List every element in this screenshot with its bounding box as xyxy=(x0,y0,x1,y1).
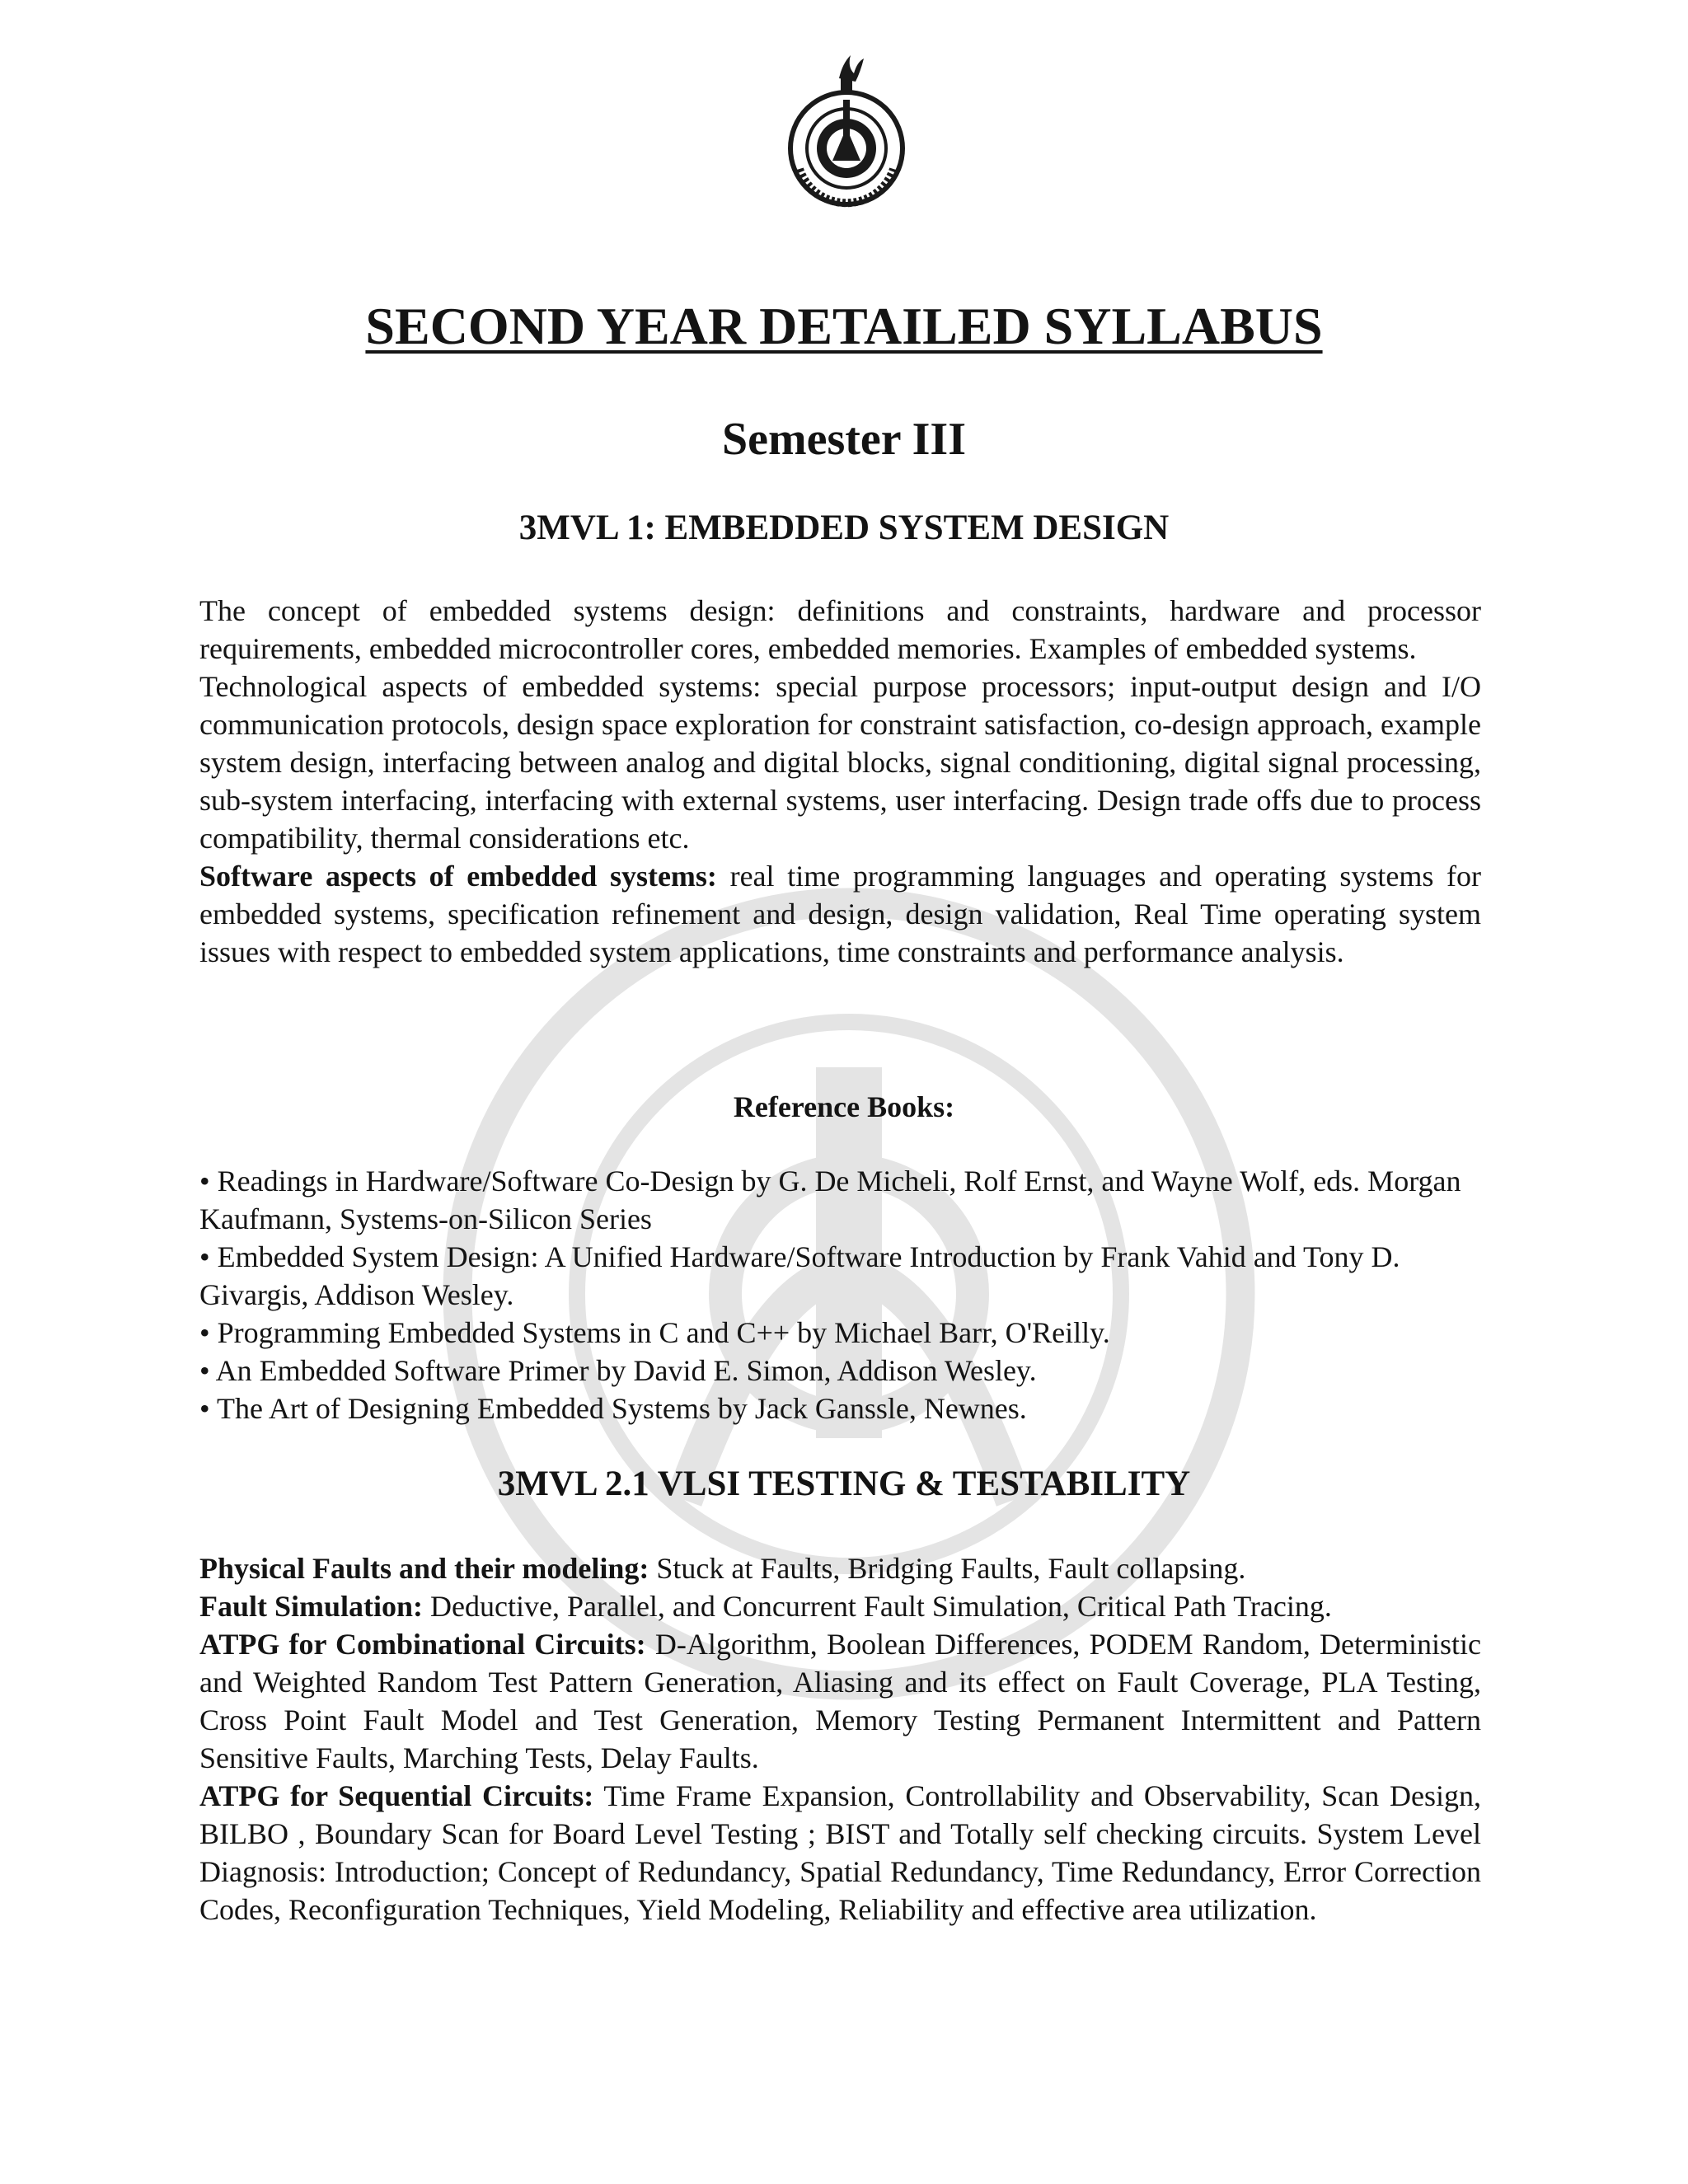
reference-list xyxy=(199,1162,1469,1427)
course-heading-vlsi-testing: 3MVL 2.1 VLSI TESTING & TESTABILITY xyxy=(497,1465,1191,1503)
paragraph-lead: ATPG for Sequential Circuits: xyxy=(199,1779,594,1812)
paragraph-lead: Fault Simulation: xyxy=(199,1590,424,1623)
paragraph-text: Time Frame Expansion, Controllability and Observability, Scan Design, BILBO , Boundary Scan for Board Level Testing ; BIST and Totally self checking circuits. System Level Diagnosis: Introduction; Concept of Redundancy, Spatial Redundancy, Time Redundancy, Error Correction Codes, Reconfiguration Techniques, Yield Modeling, Reliability and effective area utilization. xyxy=(199,1779,1481,1926)
reference-item: • Embedded System Design: A Unified Hardware/Software Introduction by Frank Vahid and Tony D. Givargis, Addison Wesley. xyxy=(199,1240,1400,1311)
paragraph-text: Technological aspects of embedded systems: special purpose processors; input-output design and I/O communication protocols, design space exploration for constraint satisfaction, co-design approach, example system design, interfacing between analog and digital blocks, signal conditioning, digital signal processing, sub-system interfacing, interfacing with external systems, user interfacing. Design trade offs due to process compatibility, thermal considerations etc. xyxy=(199,670,1481,855)
course-description-vlsi-testing xyxy=(199,1549,1481,1929)
paragraph xyxy=(199,668,1481,857)
reference-item: • An Embedded Software Primer by David E. Simon, Addison Wesley. xyxy=(199,1354,1037,1387)
paragraph xyxy=(199,1549,1481,1587)
page-title: SECOND YEAR DETAILED SYLLABUS xyxy=(365,297,1323,355)
course-description-embedded-system-design xyxy=(199,592,1481,971)
reference-books-heading: Reference Books: xyxy=(733,1090,955,1123)
reference-item: • Readings in Hardware/Software Co-Design by G. De Micheli, Rolf Ernst, and Wayne Wolf, eds. Morgan Kaufmann, Systems-on-Silicon Series xyxy=(199,1165,1461,1235)
university-seal-icon xyxy=(775,45,915,214)
reference-item: • Programming Embedded Systems in C and C++ by Michael Barr, O'Reilly. xyxy=(199,1316,1110,1349)
reference-item: • The Art of Designing Embedded Systems by Jack Ganssle, Newnes. xyxy=(199,1392,1027,1425)
paragraph xyxy=(199,1625,1481,1777)
paragraph-text: Stuck at Faults, Bridging Faults, Fault collapsing. xyxy=(649,1552,1246,1585)
paragraph-lead: Physical Faults and their modeling: xyxy=(199,1552,649,1585)
semester-heading: Semester III xyxy=(721,414,967,465)
paragraph-lead: Software aspects of embedded systems: xyxy=(199,860,717,893)
paragraph-lead: ATPG for Combinational Circuits: xyxy=(199,1628,646,1661)
course-heading-embedded-system-design: 3MVL 1: EMBEDDED SYSTEM DESIGN xyxy=(518,509,1170,547)
paragraph xyxy=(199,1587,1481,1625)
paragraph-text: real time programming languages and operating systems for embedded systems, specification refinement and design, design validation, Real Time operating system issues with respect to embedded system applications, time constraints and performance analysis. xyxy=(199,860,1481,968)
paragraph xyxy=(199,592,1481,668)
paragraph xyxy=(199,1777,1481,1929)
paragraph-text: The concept of embedded systems design: definitions and constraints, hardware and processor requirements, embedded microcontroller cores, embedded memories. Examples of embedded systems. xyxy=(199,594,1481,665)
paragraph-text: D-Algorithm, Boolean Differences, PODEM Random, Deterministic and Weighted Random Test Pattern Generation, Aliasing and its effect on Fault Coverage, PLA Testing, Cross Point Fault Model and Test Generation, Memory Testing Permanent Intermittent and Pattern Sensitive Faults, Marching Tests, Delay Faults. xyxy=(199,1628,1481,1774)
paragraph xyxy=(199,857,1481,971)
paragraph-text: Deductive, Parallel, and Concurrent Fault Simulation, Critical Path Tracing. xyxy=(423,1590,1332,1623)
